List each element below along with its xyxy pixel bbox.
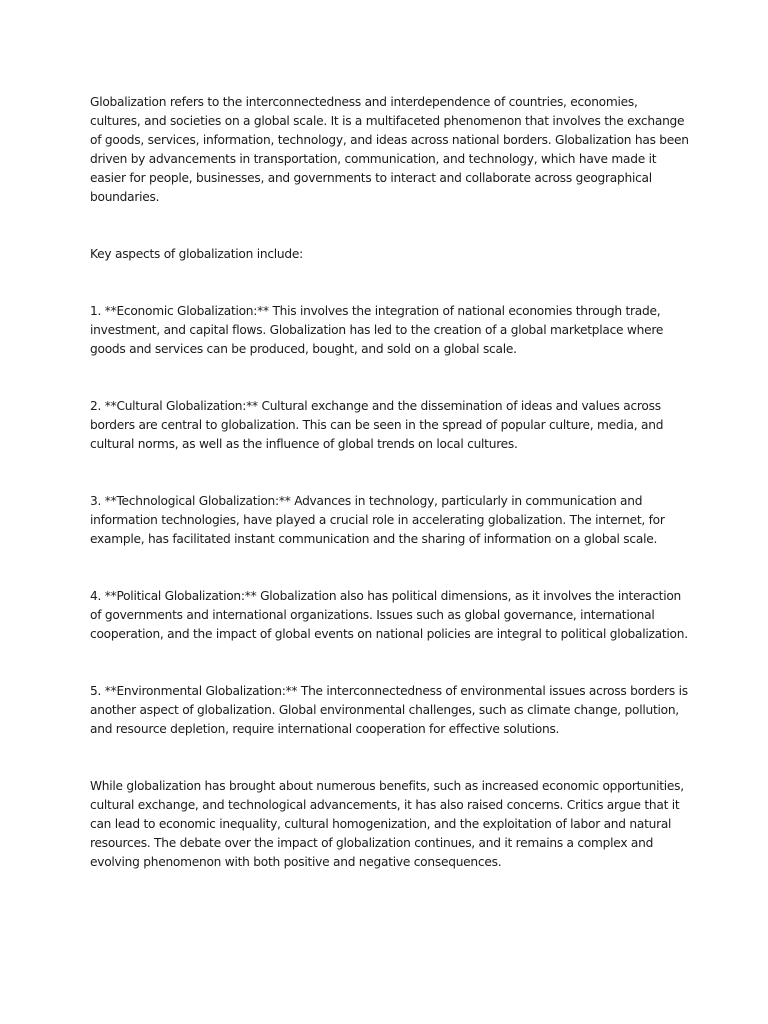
aspect-political: 4. **Political Globalization:** Globalization also has political dimensions, as it involves the interaction of governments and international organizations. Issues such as global governance, international cooperation, and the impact of global events on national policies are integral to political globalization. (90, 589, 688, 641)
conclusion-paragraph: While globalization has brought about numerous benefits, such as increased economic opportunities, cultural exchange, and technological advancements, it has also raised concerns. Critics argue that it can lead to economic inequality, cultural homogenization, and the exploitation of labor and natural resources. The debate over the impact of globalization continues, and it remains a complex and evolving phenomenon with both positive and negative consequences. (90, 779, 684, 869)
aspect-environmental: 5. **Environmental Globalization:** The interconnectedness of environmental issues across borders is another aspect of globalization. Global environmental challenges, such as climate change, pollution, and resource depletion, require international cooperation for effective solutions. (90, 684, 688, 736)
document-body (90, 93, 690, 872)
key-aspects-heading: Key aspects of globalization include: (90, 247, 303, 261)
intro-paragraph: Globalization refers to the interconnectedness and interdependence of countries, economies, cultures, and societies on a global scale. It is a multifaceted phenomenon that involves the exchange of goods, services, information, technology, and ideas across national borders. Globalization has been driven by advancements in transportation, communication, and technology, which have made it easier for people, businesses, and governments to interact and collaborate across geographical boundaries. (90, 95, 689, 204)
aspect-cultural: 2. **Cultural Globalization:** Cultural exchange and the dissemination of ideas and values across borders are central to globalization. This can be seen in the spread of popular culture, media, and cultural norms, as well as the influence of global trends on local cultures. (90, 399, 664, 451)
aspect-economic: 1. **Economic Globalization:** This involves the integration of national economies through trade, investment, and capital flows. Globalization has led to the creation of a global marketplace where goods and services can be produced, bought, and sold on a global scale. (90, 304, 664, 356)
aspect-technological: 3. **Technological Globalization:** Advances in technology, particularly in communication and information technologies, have played a crucial role in accelerating globalization. The internet, for example, has facilitated instant communication and the sharing of information on a global scale. (90, 494, 665, 546)
